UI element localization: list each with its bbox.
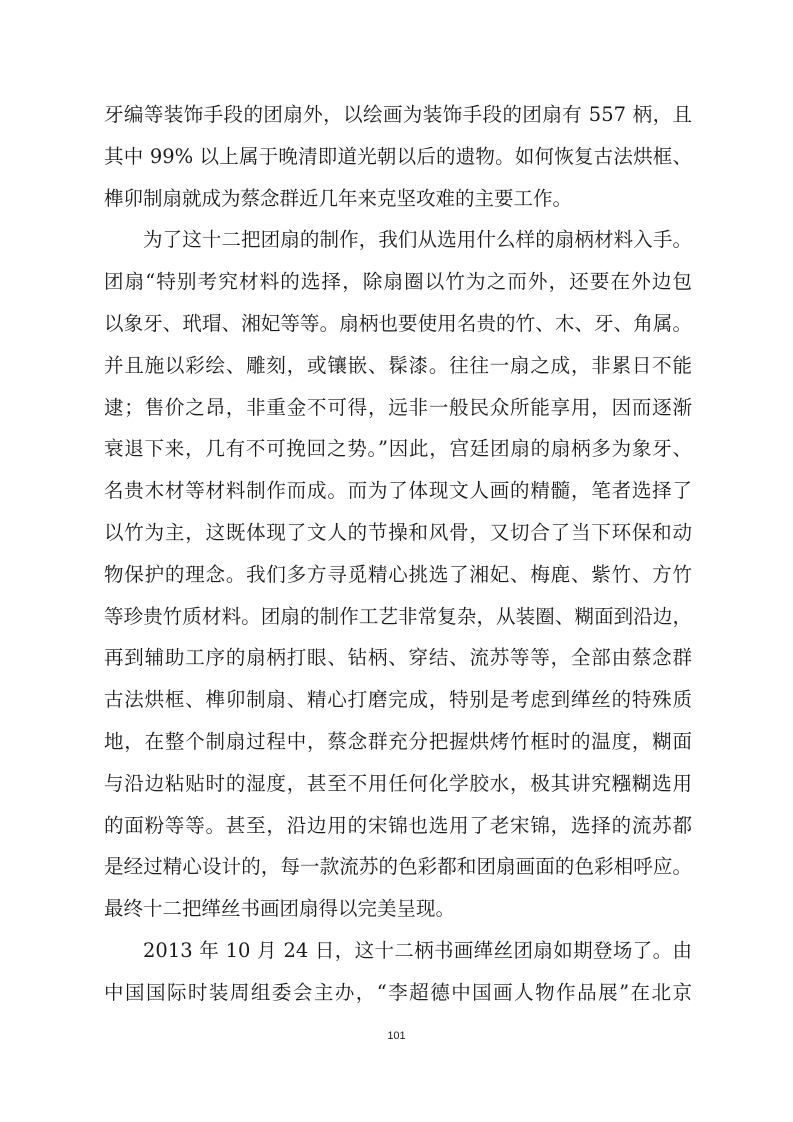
text-line: 再到辅助工序的扇柄打眼、钻柄、穿结、流苏等等，全部由蔡念群: [104, 646, 692, 670]
body-text: [104, 94, 692, 1014]
text-line: 是经过精心设计的，每一款流苏的色彩都和团扇画面的色彩相呼应。: [104, 855, 692, 879]
text-line: 以象牙、玳瑁、湘妃等等。扇柄也要使用名贵的竹、木、牙、角属。: [104, 311, 692, 335]
text-line: 逮；售价之昂，非重金不可得，远非一般民众所能享用，因而逐渐: [104, 395, 692, 419]
text-line: 以竹为主，这既体现了文人的节操和风骨，又切合了当下环保和动: [104, 520, 692, 544]
paragraph-first-line: 为了这十二把团扇的制作，我们从选用什么样的扇柄材料入手。: [143, 228, 692, 252]
paragraph-first-line: 2013 年 10 月 24 日，这十二柄书画缂丝团扇如期登场了。由: [143, 938, 692, 962]
text-line: 并且施以彩绘、雕刻，或镶嵌、髹漆。往往一扇之成，非累日不能: [104, 353, 692, 377]
text-line: 名贵木材等材料制作而成。而为了体现文人画的精髓，笔者选择了: [104, 479, 692, 503]
text-line: 中国国际时装周组委会主办，“李超德中国画人物作品展”在北京: [104, 980, 692, 1004]
text-line: 团扇“特别考究材料的选择，除扇圈以竹为之而外，还要在外边包: [104, 270, 692, 294]
text-line: 最终十二把缂丝书画团扇得以完美呈现。: [104, 897, 456, 921]
text-line: 等珍贵竹质材料。团扇的制作工艺非常复杂，从装圈、糊面到沿边，: [104, 604, 692, 628]
text-line: 物保护的理念。我们多方寻觅精心挑选了湘妃、梅鹿、紫竹、方竹: [104, 562, 692, 586]
page-number: 101: [387, 1030, 406, 1042]
text-line: 地，在整个制扇过程中，蔡念群充分把握烘烤竹框时的温度，糊面: [104, 729, 692, 753]
text-line: 榫卯制扇就成为蔡念群近几年来克坚攻难的主要工作。: [104, 186, 573, 210]
text-line: 牙编等装饰手段的团扇外，以绘画为装饰手段的团扇有 557 柄，且: [104, 103, 692, 126]
text-line: 古法烘框、榫卯制扇、精心打磨完成，特别是考虑到缂丝的特殊质: [104, 688, 692, 712]
text-line: 衰退下来，几有不可挽回之势。”因此，宫廷团扇的扇柄多为象牙、: [104, 437, 692, 461]
text-line: 与沿边粘贴时的湿度，甚至不用任何化学胶水，极其讲究糨糊选用: [104, 771, 692, 795]
text-line: 其中 99% 以上属于晚清即道光朝以后的遗物。如何恢复古法烘框、: [104, 144, 692, 168]
text-line: 的面粉等等。甚至，沿边用的宋锦也选用了老宋锦，选择的流苏都: [104, 813, 692, 837]
